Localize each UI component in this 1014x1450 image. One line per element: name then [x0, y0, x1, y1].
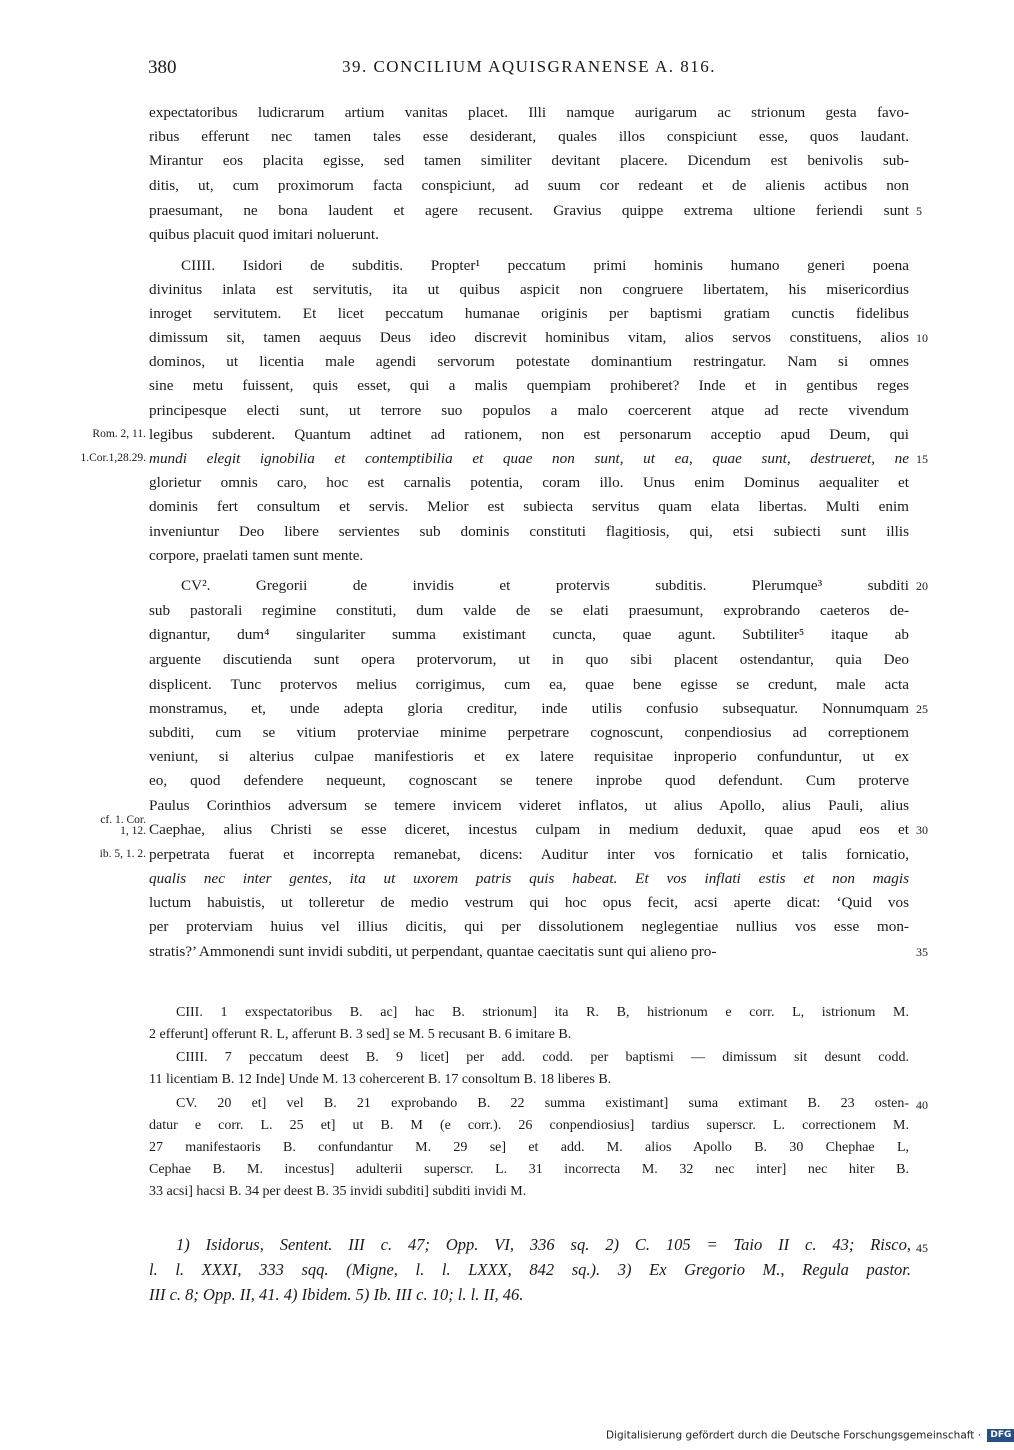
apparatus-line: 27 manifestaoris B. confundantur M. 29 se] et add. M. alios Apollo B. 30 Chephae L, — [149, 1140, 909, 1155]
text-line: dominos, ut licentia male agendi servorum potestate dominantium restringatur. Nam si omnes — [149, 353, 909, 370]
text-line: corpore, praelati tamen sunt mente. — [149, 547, 364, 564]
text-line: divinitus inlata est servitutis, ita ut quibus aspicit non congruere libertatem, his misericordius — [149, 281, 909, 298]
apparatus-line: 33 acsi] hacsi B. 34 per deest B. 35 invidi subditi] subditi invidi M. — [149, 1184, 527, 1199]
text-line: expectatoribus ludicrarum artium vanitas placet. Illi namque aurigarum ac strionum gesta favo- — [149, 104, 909, 121]
dfg-logo: DFG — [987, 1429, 1014, 1442]
text-line: displicent. Tunc protervos melius corrigimus, cum ea, quae bene egisse se credunt, male acta — [149, 676, 909, 693]
text-line: inveniuntur Deo libere servientes sub dominis constituti flagitiosis, qui, etsi subiecti sunt illis — [149, 523, 909, 540]
text-line: glorietur omnis caro, hoc est carnalis potentia, coram illo. Unus enim Dominus aequaliter et — [149, 474, 909, 491]
line-number: 10 — [916, 331, 928, 345]
page-number: 380 — [148, 57, 177, 78]
line-number: 5 — [916, 204, 922, 218]
text-line: per proterviam huius vel illius dicitis, qui per dissolutionem neglegentiae nullius vos esse mon- — [149, 918, 909, 935]
text-line: perpetrata fuerat et incorrepta remanebat, dicens: Auditur inter vos fornicatio et talis fornicatio, — [149, 846, 909, 863]
credit-text: Digitalisierung gefördert durch die Deutsche Forschungsgemeinschaft · — [606, 1429, 982, 1442]
text-line: dominis fert consultum et servis. Melior est subiecta servitus quam elata libertas. Multi enim — [149, 498, 909, 515]
line-number: 30 — [916, 823, 928, 837]
digitization-credit — [606, 1429, 1014, 1442]
text-line: eo, quod defendere nequeunt, cognoscant se tenere inprobe quod defendunt. Cum proterve — [149, 772, 909, 789]
line-number: 15 — [916, 452, 928, 466]
text-line: qualis nec inter gentes, ita ut uxorem patris quis habeat. Et vos inflati estis et non magis — [149, 870, 909, 887]
apparatus-line: 2 efferunt] offerunt R. L, afferunt B. 3 sed] se M. 5 recusant B. 6 imitare B. — [149, 1027, 572, 1042]
text-line: principesque electi sunt, ut terrore suo populos a malo coercerent atque ad recte vivendum — [149, 402, 909, 419]
line-number: 20 — [916, 579, 928, 593]
text-line: Paulus Corinthios adversum se temere invicem videret inflatos, ut alius Apollo, alius Pauli, alius — [149, 797, 909, 814]
line-number: 25 — [916, 702, 928, 716]
text-line: inroget servitutem. Et licet peccatum humanae originis per baptismi gratiam cunctis fidelibus — [149, 305, 909, 322]
text-line: dignantur, dum⁴ singulariter summa existimant cuncta, quae agunt. Subtiliter⁵ itaque ab — [149, 626, 909, 643]
text-line: sine metu fuissent, quis esset, qui a malis quempiam prohiberet? Inde et in gentibus reges — [149, 377, 909, 394]
line-number: 40 — [916, 1098, 928, 1112]
text-line: Mirantur eos placita egisse, sed tamen similiter devitant placere. Dicendum est benivolis sub- — [149, 152, 909, 169]
apparatus-line: datur e corr. L. 25 et] ut B. M (e corr.). 26 conpendiosius] tardius superscr. L. correctionem M. — [149, 1118, 909, 1133]
margin-ref: 1.Cor.1,28.29. — [80, 452, 146, 464]
text-line: monstramus, et, unde adepta gloria creditur, inde utilis confusio subsequatur. Nonnumquam — [149, 700, 909, 717]
text-line: Caephae, alius Christi se esse diceret, incestus culpam in medium deduxit, quae apud eos et — [149, 821, 909, 838]
line-number: 45 — [916, 1241, 928, 1255]
text-line: stratis?’ Ammonendi sunt invidi subditi, ut perpendant, quantae caecitatis sunt qui alieno pro- — [149, 943, 717, 960]
text-line: praesumant, ne bona laudent et agere recusent. Gravius quippe extrema ultione feriendi sunt — [149, 202, 909, 219]
margin-ref: ib. 5, 1. 2. — [99, 848, 146, 860]
text-line: sub pastorali regimine constituti, dum valde de se elati praesumunt, exprobrando caeteros de- — [149, 602, 909, 619]
text-line: ditis, ut, cum proximorum facta conspiciunt, ad suum cor redeant et de alienis actibus non — [149, 177, 909, 194]
section-heading-cv: CV². Gregorii de invidis et protervis subditis. Plerumque³ subditi — [181, 577, 909, 594]
text-line: subditi, cum se vitium proterviae minime perpetrare cognoscunt, conpendiosius ad correptionem — [149, 724, 909, 741]
text-line: arguente discutienda sunt opera protervorum, ut in quo sibi placent ostendantur, quia Deo — [149, 651, 909, 668]
text-line: luctum habuistis, ut tolleretur de medio vestrum qui hoc opus fecit, acsi aperte dicat: ‘Quid vos — [149, 894, 909, 911]
reference-line: 1) Isidorus, Sentent. III c. 47; Opp. VI, 336 sq. 2) C. 105 = Taio II c. 43; Risco, — [176, 1235, 911, 1254]
margin-ref: Rom. 2, 11. — [92, 428, 146, 440]
reference-line: l. l. XXXI, 333 sqq. (Migne, l. l. LXXX, 842 sq.). 3) Ex Gregorio M., Regula pastor. — [149, 1260, 911, 1279]
reference-line: III c. 8; Opp. II, 41. 4) Ibidem. 5) Ib. III c. 10; l. l. II, 46. — [149, 1285, 524, 1304]
apparatus-line: CV. 20 et] vel B. 21 exprobando B. 22 summa existimant] suma extimant B. 23 osten- — [176, 1096, 909, 1111]
margin-ref: 1, 12. — [120, 825, 146, 837]
line-number: 35 — [916, 945, 928, 959]
apparatus-line: 11 licentiam B. 12 Inde] Unde M. 13 cohercerent B. 17 consoltum B. 18 liberes B. — [149, 1072, 612, 1087]
apparatus-line: CIIII. 7 peccatum deest B. 9 licet] per add. codd. per baptismi — dimissum sit desunt codd. — [176, 1050, 909, 1065]
section-heading-ciiii: CIIII. Isidori de subditis. Propter¹ peccatum primi hominis humano generi poena — [181, 257, 909, 274]
text-line: legibus subderent. Quantum adtinet ad rationem, non est personarum acceptio apud Deum, qui — [149, 426, 909, 443]
text-line: ribus efferunt nec tamen tales esse desiderant, quales illos conspiciunt esse, quos laudant. — [149, 128, 909, 145]
text-line: veniunt, si alterius culpae manifestioris et ex latere requisitae inproperio confunduntur, ut ex — [149, 748, 909, 765]
text-line: quibus placuit quod imitari noluerunt. — [149, 226, 379, 243]
text-line: mundi elegit ignobilia et contemptibilia et quae non sunt, ut ea, quae sunt, destrueret, ne — [149, 450, 909, 467]
running-title: 39. CONCILIUM AQUISGRANENSE A. 816. — [341, 57, 717, 76]
apparatus-line: Cephae B. M. incestus] adulterii superscr. L. 31 incorrecta M. 32 nec inter] nec hiter B. — [149, 1162, 909, 1177]
margin-ref: cf. 1. Cor. — [100, 814, 146, 826]
text-line: dimissum sit, tamen aequus Deus ideo discrevit hominibus vitam, alios servos constituens, alios — [149, 329, 909, 346]
apparatus-line: CIII. 1 exspectatoribus B. ac] hac B. strionum] ita R. B, histrionum e corr. L, istrionum M. — [176, 1005, 909, 1020]
